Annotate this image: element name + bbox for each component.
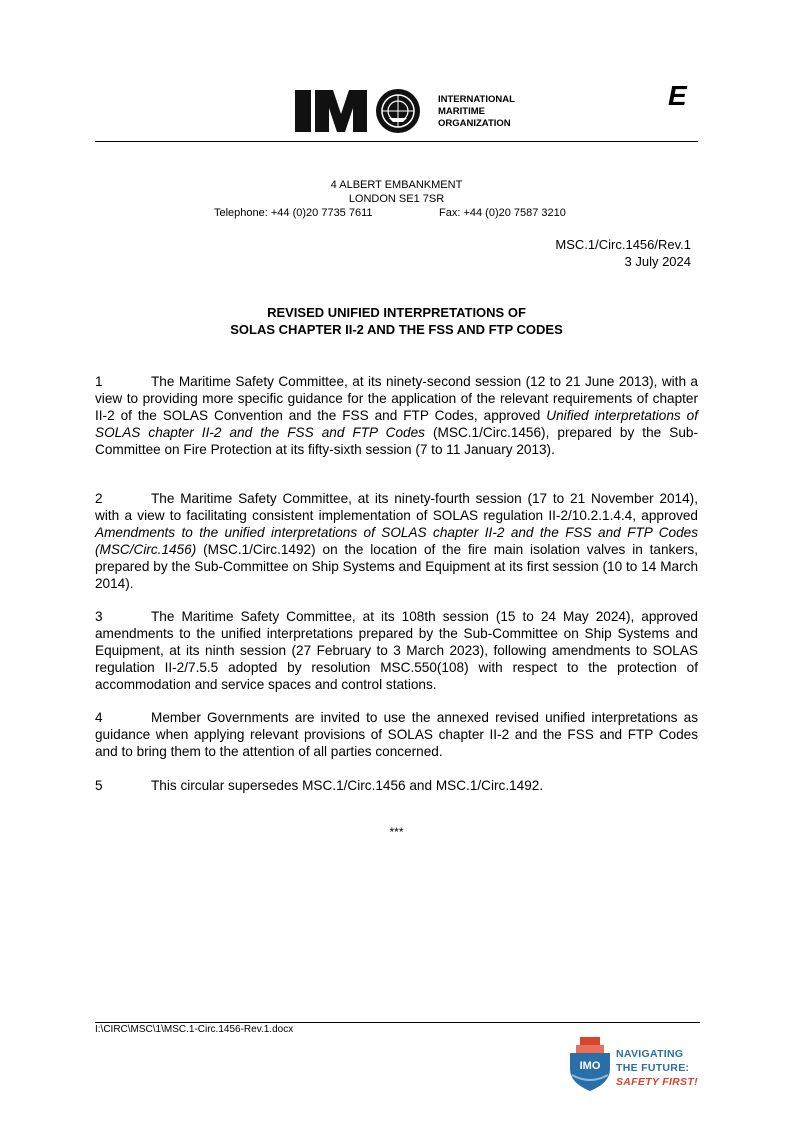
badge-text: IMO [579,1060,601,1072]
campaign-slogan [616,1047,698,1089]
address-street: 4 ALBERT EMBANKMENT [330,179,463,191]
paragraph-4 [95,709,698,760]
document-title-line-1: REVISED UNIFIED INTERPRETATIONS OF [267,305,526,320]
paragraph-5 [95,777,698,794]
slogan-line-1: NAVIGATING [616,1048,684,1060]
paragraph-text: (MSC.1/Circ.1456), prepared by the Sub-Committee on Fire Protection at its fifty-sixth session (7 to 11 January 2013). [95,425,698,457]
paragraph-1 [95,373,698,458]
footer-divider [95,1022,700,1023]
org-name-line: ORGANIZATION [438,118,511,129]
slogan-line-3: SAFETY FIRST! [616,1076,698,1088]
campaign-badge [566,1035,614,1093]
paragraph-text: (MSC.1/Circ.1492) on the location of the fire main isolation valves in tankers, prepared by the Sub-Committee on Ship Systems and Equipment at its first session (10 to 14 March 2014). [95,542,698,591]
paragraph-text: The Maritime Safety Committee, at its ninety-second session (12 to 21 June 2013), with a view to providing more specific guidance for the application of the relevant requirements of chapter II-2 of the SOLAS Convention and the FSS and FTP Codes, approved [95,374,698,423]
org-name-line: MARITIME [438,106,485,117]
document-date: 3 July 2024 [624,254,691,269]
imo-logo [295,88,430,134]
paragraph-italic-title: Amendments to the unified interpretations of SOLAS chapter II-2 and the FSS and FTP Codes (MSC/Circ.1456) [95,525,698,557]
paragraph-text: The Maritime Safety Committee, at its 108th session (15 to 24 May 2024), approved amendments to the unified interpretations prepared by the Sub-Committee on Ship Systems and Equipment, at its ninth session (27 February to 3 March 2023), following amendments to SOLAS regulation II-2/7.5.5 adopted by resolution MSC.550(108) with respect to the protection of accommodation and service spaces and control stations. [95,609,698,692]
address-city: LONDON SE1 7SR [348,193,445,205]
document-title-line-2: SOLAS CHAPTER II-2 AND THE FSS AND FTP CODES [230,322,563,337]
paragraph-italic-title: Unified interpretations of SOLAS chapter II-2 and the FSS and FTP Codes [95,408,698,440]
slogan-line-2: THE FUTURE: [616,1062,690,1074]
file-path: I:\CIRC\MSC\1\MSC.1-Circ.1456-Rev.1.docx [95,1024,294,1035]
imo-emblem-icon [295,88,430,134]
paragraph-text: This circular supersedes MSC.1/Circ.1456 and MSC.1/Circ.1492. [151,778,544,793]
paragraph-number: 5 [95,778,103,793]
header-divider [95,141,698,142]
paragraph-number: 2 [95,491,103,506]
language-letter: E [668,80,687,111]
document-symbol: MSC.1/Circ.1456/Rev.1 [555,237,691,252]
paragraph-2 [95,490,698,592]
org-name-line: INTERNATIONAL [438,94,515,105]
paragraph-number: 4 [95,710,103,725]
fax: Fax: +44 (0)20 7587 3210 [439,207,566,219]
paragraph-3 [95,608,698,693]
organization-name [438,94,515,130]
paragraph-text: Member Governments are invited to use the annexed revised unified interpretations as guidance when applying relevant provisions of SOLAS chapter II-2 and the FSS and FTP Codes and to bring them to the attention of all parties concerned. [95,710,698,759]
paragraph-text: The Maritime Safety Committee, at its ninety-fourth session (17 to 21 November 2014), with a view to facilitating consistent implementation of SOLAS regulation II-2/10.2.1.4.4, approved [95,491,698,523]
ship-shield-icon [566,1035,614,1093]
telephone: Telephone: +44 (0)20 7735 7611 [214,207,373,219]
paragraph-number: 3 [95,609,103,624]
paragraph-number: 1 [95,374,103,389]
separator: *** [389,825,404,839]
